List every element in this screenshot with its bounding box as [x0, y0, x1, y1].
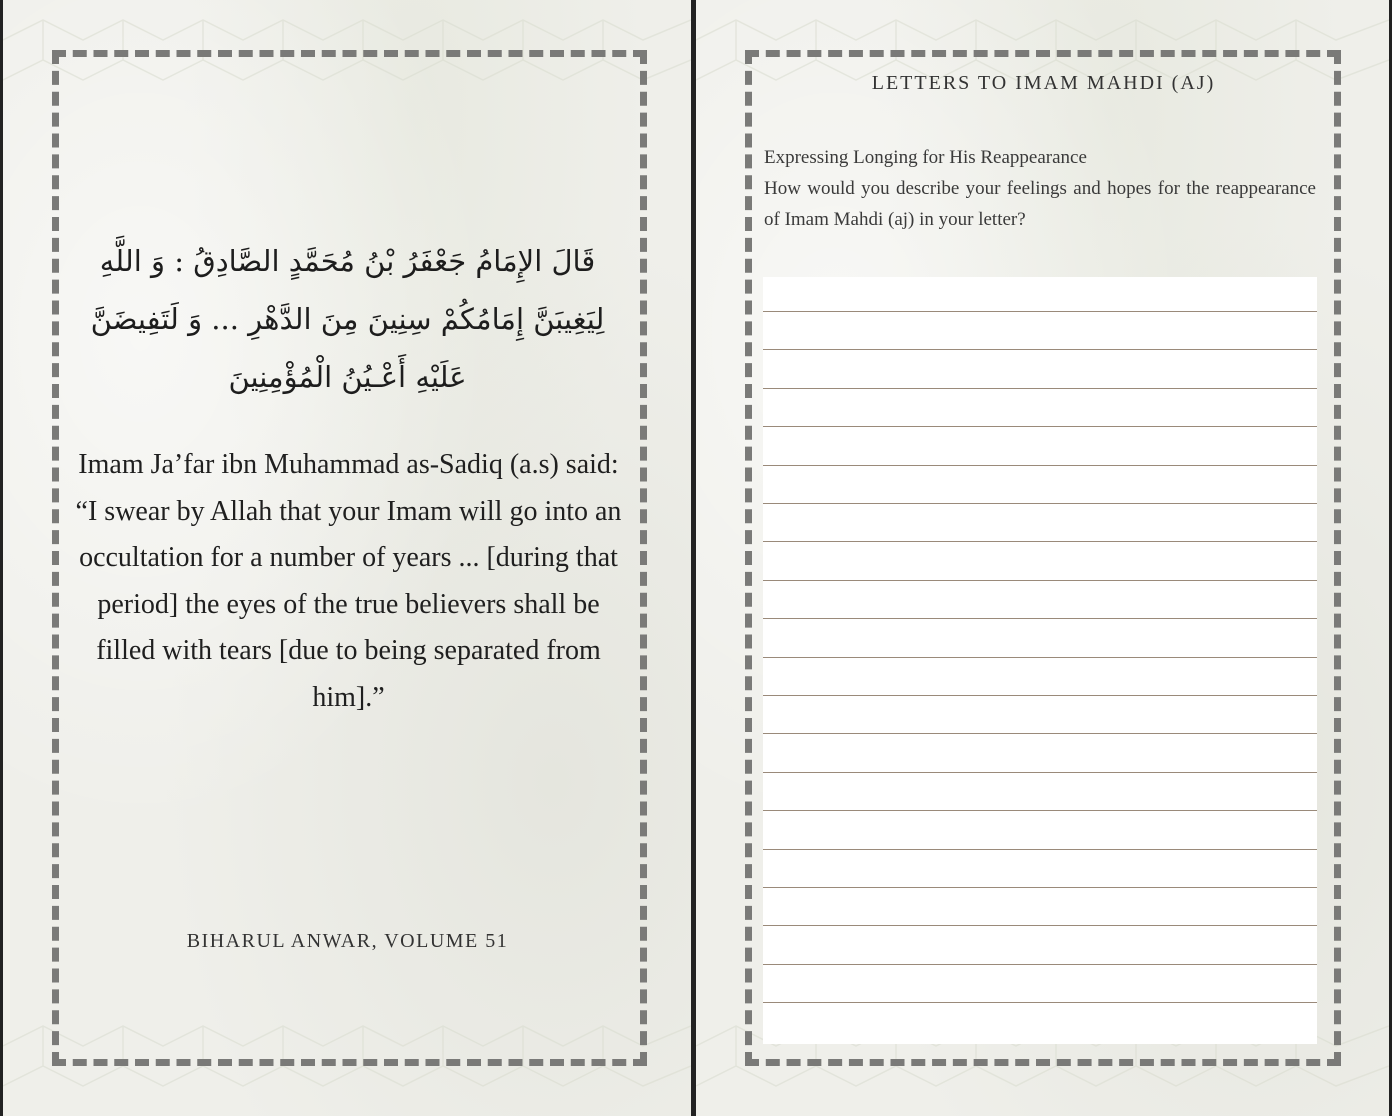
- ruled-line: [763, 925, 1317, 926]
- ruled-line: [763, 964, 1317, 965]
- ruled-line: [763, 465, 1317, 466]
- ruled-line: [763, 580, 1317, 581]
- ruled-line: [763, 426, 1317, 427]
- prompt-question: How would you describe your feelings and hopes for the reappearance of Imam Mahdi (aj) in your letter?: [764, 178, 1316, 230]
- ruled-line: [763, 733, 1317, 734]
- prompt-subtitle: Expressing Longing for His Reappearance: [764, 147, 1087, 168]
- left-page: [3, 0, 691, 1116]
- ruled-line: [763, 311, 1317, 312]
- ruled-line: [763, 1002, 1317, 1003]
- ruled-line: [763, 388, 1317, 389]
- right-page: [696, 0, 1389, 1116]
- ruled-line: [763, 695, 1317, 696]
- ruled-line: [763, 541, 1317, 542]
- ruled-line: [763, 772, 1317, 773]
- ruled-line: [763, 810, 1317, 811]
- arabic-hadith: قَالَ الإِمَامُ جَعْفَرُ بْنُ مُحَمَّدٍ الصَّادِقُ : وَ اللَّهِ لِيَغِيبَنَّ إِمَامُكُمْ سِنِينَ مِنَ الدَّهْرِ ... وَ لَتَفِيضَنَّ عَلَيْهِ أَعْـيُنُ الْمُؤْمِنِينَ: [90, 244, 605, 394]
- page-title: LETTERS TO IMAM MAHDI (AJ): [871, 72, 1216, 94]
- ruled-line: [763, 503, 1317, 504]
- writing-prompt: [764, 142, 1316, 235]
- ruled-line: [763, 657, 1317, 658]
- ruled-line: [763, 849, 1317, 850]
- ruled-line: [763, 618, 1317, 619]
- hadith-source: BIHARUL ANWAR, VOLUME 51: [186, 930, 509, 952]
- hadith-translation: Imam Ja’far ibn Muhammad as-Sadiq (a.s) said: “I swear by Allah that your Imam will go into an occultation for a number of years ... [during that period] the eyes of the true believers shall be filled with tears [due to being separated from him].”: [75, 449, 622, 713]
- writing-area[interactable]: [763, 277, 1317, 1044]
- ruled-line: [763, 887, 1317, 888]
- ruled-line: [763, 349, 1317, 350]
